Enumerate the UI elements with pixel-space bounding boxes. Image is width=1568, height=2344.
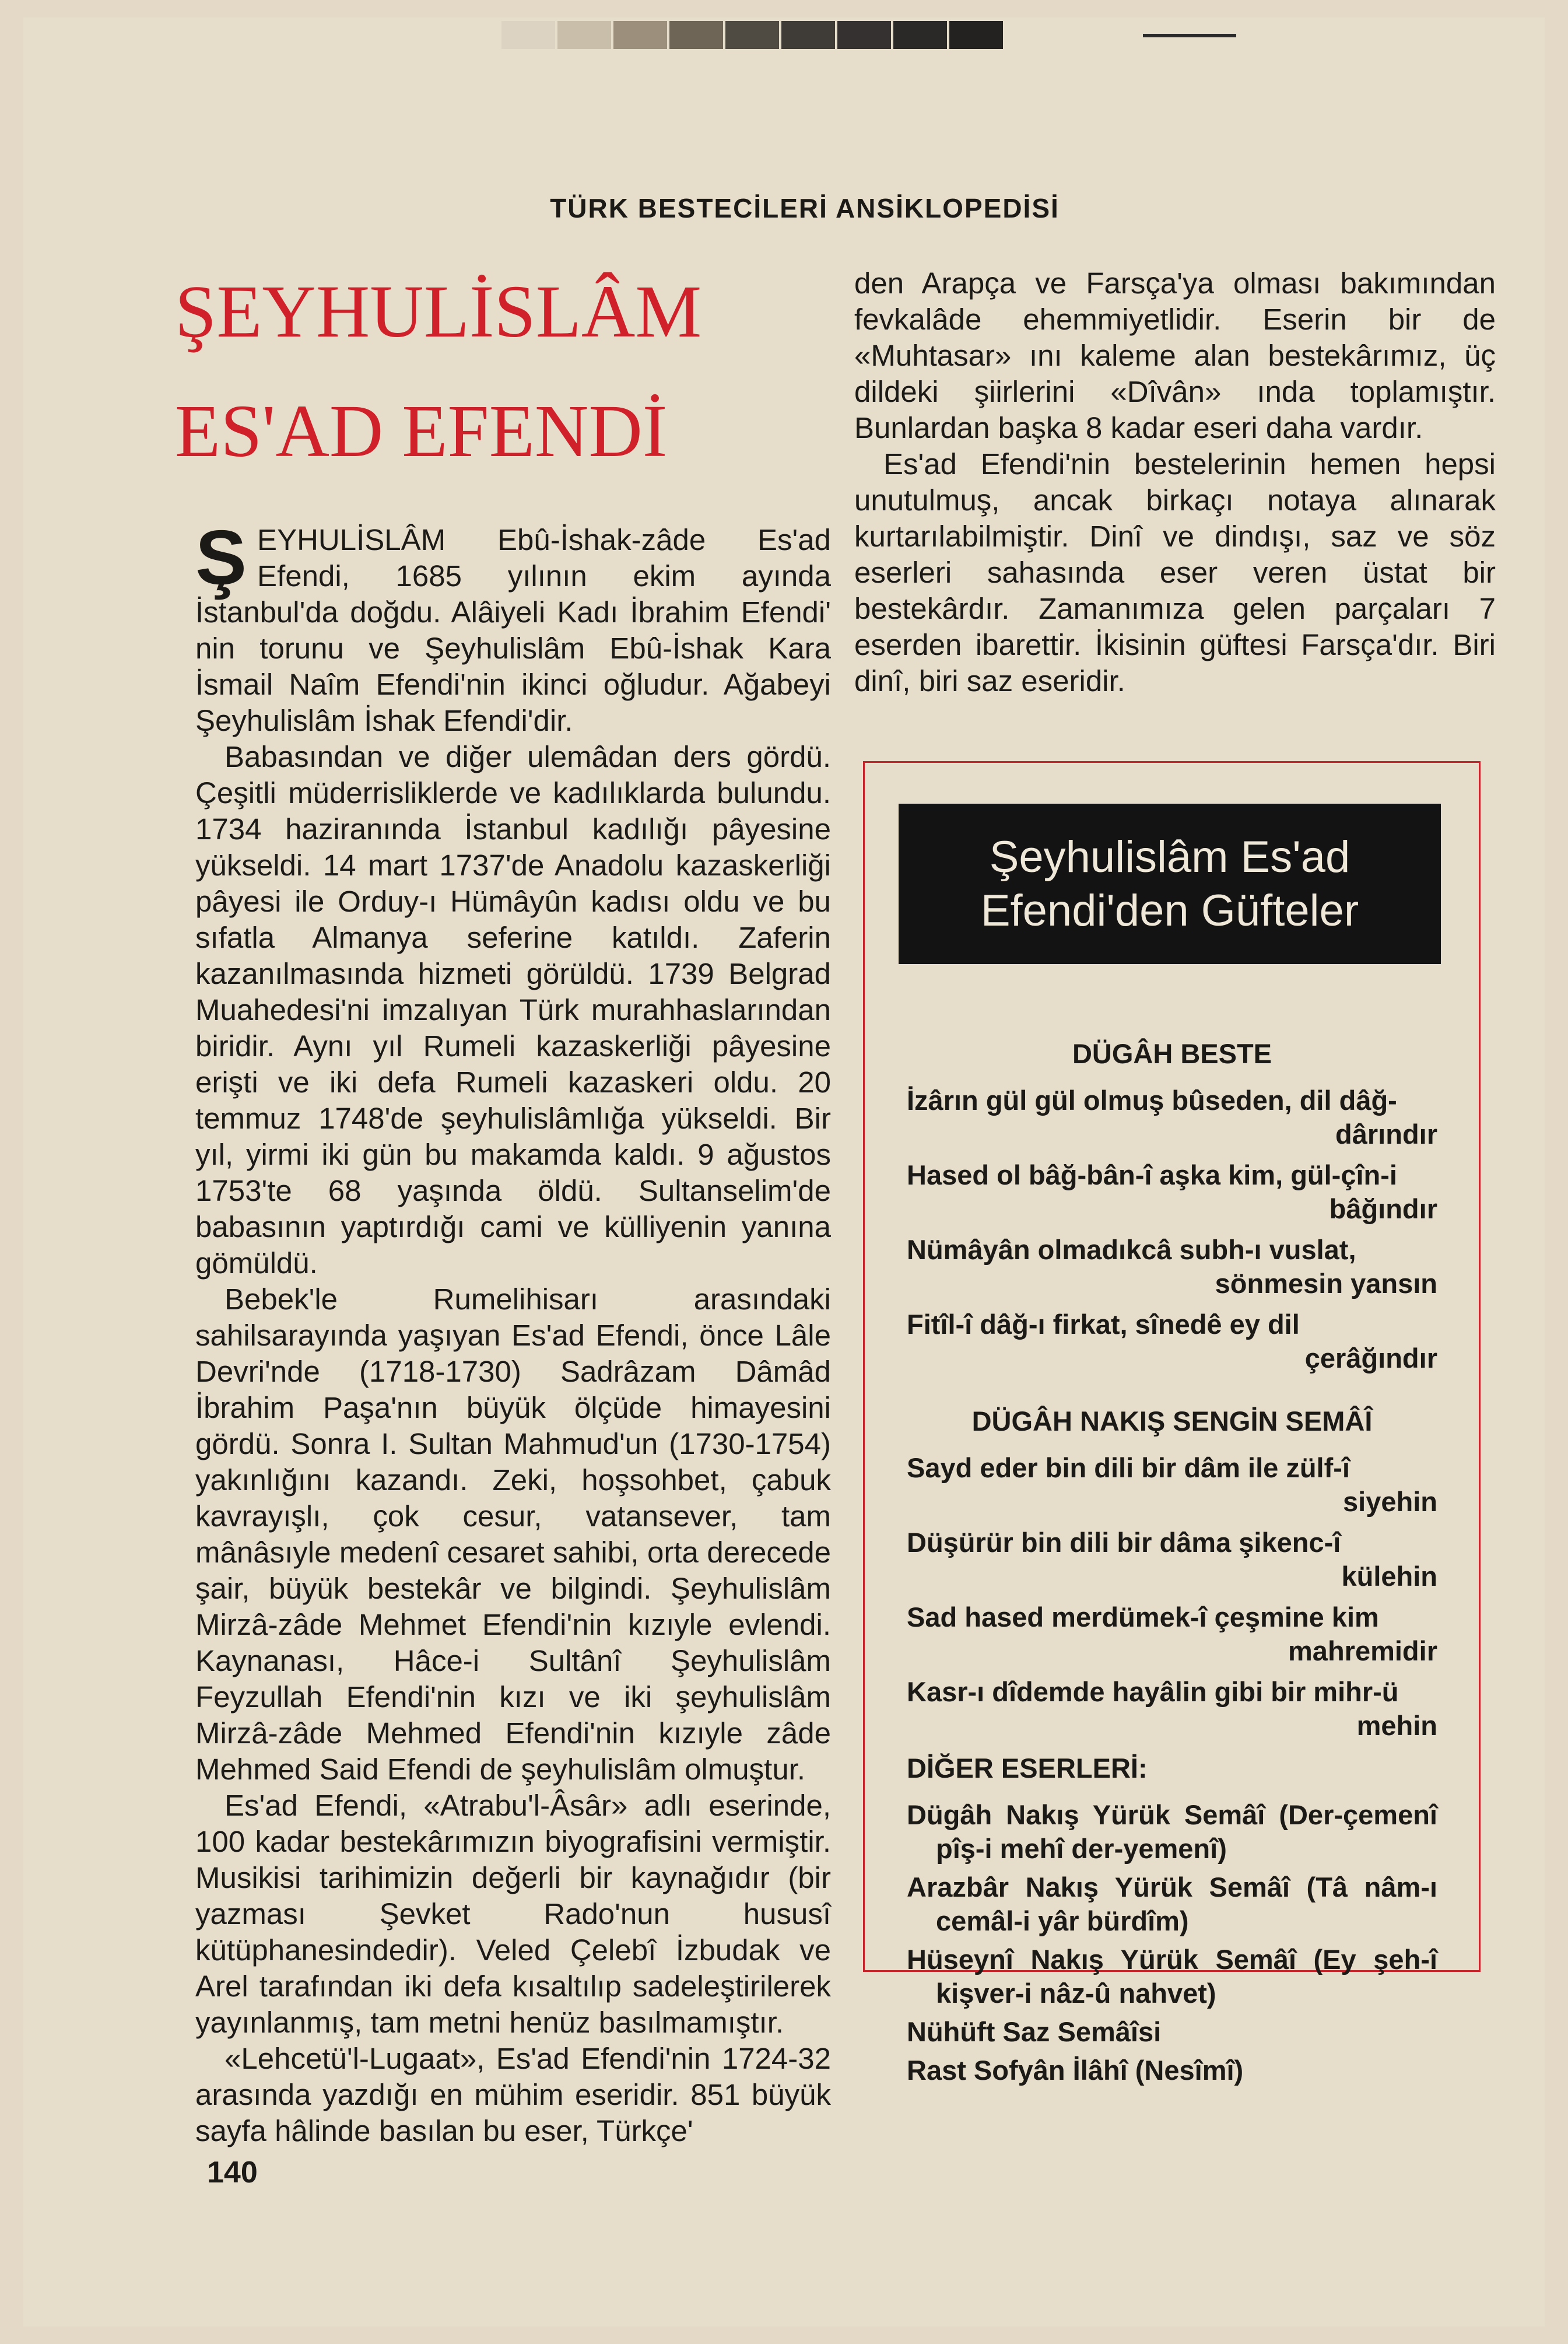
lyrics-box xyxy=(863,761,1481,2086)
work-item: Dügâh Nakış Yürük Semâî (Der-çemenî pîş-i mehî der-yemenî) xyxy=(907,1799,1437,1864)
color-calibration-strip xyxy=(501,21,1003,49)
verse-line: Düşürür bin dili bir dâma şikenc-î külehin xyxy=(907,1527,1437,1592)
running-header: TÜRK BESTECİLERİ ANSİKLOPEDİSİ xyxy=(550,193,1060,223)
strip-swatch xyxy=(669,21,723,49)
verse-line: Nümâyân olmadıkcâ subh-ı vuslat, sönmesin yansın xyxy=(907,1234,1437,1299)
right-column xyxy=(854,265,1496,699)
article-title-line-2: ES'AD EFENDİ xyxy=(175,390,668,472)
paragraph: «Lehcetü'l-Lugaat», Es'ad Efendi'nin 1724-32 arasında yazdığı en mühim eseridir. 851 büyük sayfa hâlinde basılan bu eser, Türkçe' xyxy=(195,2042,831,2147)
paragraph: Es'ad Efendi'nin bestelerinin hemen hepsi unutulmuş, ancak birkaçı notaya alınarak kurtarılabilmiştir. Dinî ve dindışı, saz ve söz eserleri sahasında eser veren üstat bir bestekârdır. Zamanımıza gelen parçaları 7 eserden ibarettir. İkisinin güftesi Farsça'dır. Biri dinî, biri saz eseridir. xyxy=(854,447,1496,698)
verse-line: Sad hased merdümek-î çeşmine kim mahremidir xyxy=(907,1602,1437,1666)
left-column xyxy=(195,514,831,2149)
paragraph: Bebek'le Rumelihisarı arasındaki sahilsarayında yaşıyan Es'ad Efendi, önce Lâle Devri'nde (1718-1730) Sadrâzam Dâmâd İbrahim Paşa'nın büyük ölçüde himayesini gördü. Sonra I. Sultan Mahmud'un (1730-1754) yakınlığını kazandı. Zeki, hoşsohbet, çabuk kavrayışlı, çok cesur, vatansever, tam mânâsıyle medenî cesaret sahibi, orta derecede şair, büyük bestekâr ve bilgindi. Şeyhulislâm Mirzâ-zâde Mehmet Efendi'nin kızıyle evlendi. Kaynanası, Hâce-i Sultânî Şeyhulislâm Feyzullah Efendi'nin kızı ve iki şeyhulislâm Mirzâ-zâde Mehmed Efendi'nin kızıyle zâde Mehmed Said Efendi de şeyhulislâm olmuştur. xyxy=(195,1283,831,1786)
strip-swatch xyxy=(837,21,891,49)
paragraph: Es'ad Efendi, «Atrabu'l-Âsâr» adlı eserinde, 100 kadar bestekârımızın biyografisini vermiştir. Musikisi tarihimizin değerli bir kaynağıdır (bir yazması Şevket Rado'nun hususî kütüphanesindedir). Veled Çelebî İzbudak ve Arel tarafından iki defa kısaltılıp sadeleştirilerek yayınlanmış, tam metni henüz basılmamıştır. xyxy=(195,1789,831,2039)
work-item: Hüseynî Nakış Yürük Semâî (Ey şeh-î kişver-i nâz-û nahvet) xyxy=(907,1944,1437,2009)
strip-swatch xyxy=(613,21,667,49)
section-heading: DÜGÂH BESTE xyxy=(1072,1038,1272,1069)
drop-cap: Ş xyxy=(195,514,247,600)
header-rule xyxy=(1143,34,1236,37)
paragraph: den Arapça ve Farsça'ya olması bakımından fevkalâde ehemmiyetlidir. Eserin bir de «Muhtasar» ını kaleme alan bestekârımız, üç dildeki şiirlerini «Dîvân» ında toplamıştır. Bunlardan başka 8 kadar eseri daha vardır. xyxy=(854,267,1496,444)
work-item: Nühüft Saz Semâîsi xyxy=(907,2016,1162,2047)
paragraph: Babasından ve diğer ulemâdan ders gördü. Çeşitli müderrisliklerde ve kadılıklarda bulundu. 1734 haziranında İstanbul kadılığı pâyesine yükseldi. 14 mart 1737'de Anadolu kazaskerliği pâyesi ile Orduy-ı Hümâyûn kadısı oldu ve bu sıfatla Almanya seferine katıldı. Zaferin kazanılmasında hizmeti görüldü. 1739 Belgrad Muahedesi'ni imzalıyan Türk murahhaslarından biridir. Aynı yıl Rumeli kazaskerliği pâyesine erişti ve iki defa Rumeli kazaskeri oldu. 20 temmuz 1748'de şeyhulislâmlığa yükseldi. Bir yıl, yirmi iki gün bu makamda kaldı. 9 ağustos 1753'te 68 yaşında öldü. Sultanselim'de babasının yaptırdığı cami ve külliyenin yanına gömüldü. xyxy=(195,740,831,1280)
other-works-section xyxy=(907,1751,1437,2092)
strip-swatch xyxy=(557,21,611,49)
verse-line: Sayd eder bin dili bir dâm ile zülf-î siyehin xyxy=(907,1452,1437,1517)
work-item: Rast Sofyân İlâhî (Nesîmî) xyxy=(907,2055,1244,2086)
verse-line: Hased ol bâğ-bân-î aşka kim, gül-çîn-i bâğındır xyxy=(907,1159,1437,1224)
strip-swatch xyxy=(893,21,947,49)
box-title-line-1: Şeyhulislâm Es'ad xyxy=(989,832,1350,882)
paragraph: ŞEYHULİSLÂM Ebû-İshak-zâde Es'ad Efendi, 1685 yılının ekim ayında İstanbul'da doğdu. Alâiyeli Kadı İbrahim Efendi' nin torunu ve Şeyhulislâm Ebû-İshak Kara İsmail Naîm Efendi'nin ikinci oğludur. Ağabeyi Şeyhulislâm İshak Efendi'dir. xyxy=(195,514,831,737)
section-heading: DÜGÂH NAKIŞ SENGİN SEMÂÎ xyxy=(971,1406,1373,1436)
work-item: Arazbâr Nakış Yürük Semâî (Tâ nâm-ı cemâl-i yâr bürdîm) xyxy=(907,1872,1437,1936)
article-title-line-1: ŞEYHULİSLÂM xyxy=(175,270,702,353)
verse-line: İzârın gül gül olmuş bûseden, dil dâğ- dârındır xyxy=(907,1085,1437,1150)
poem-section-dugah-nakis xyxy=(907,1404,1437,1750)
verse-line: Kasr-ı dîdemde hayâlin gibi bir mihr-ü mehin xyxy=(907,1676,1437,1741)
section-heading: DİĞER ESERLERİ: xyxy=(907,1753,1148,1784)
strip-swatch xyxy=(781,21,835,49)
verse-line: Fitîl-î dâğ-ı firkat, sînedê ey dil çerâğındır xyxy=(907,1309,1437,1374)
page-number: 140 xyxy=(207,2156,258,2189)
box-title-line-2: Efendi'den Güfteler xyxy=(980,885,1359,936)
box-title xyxy=(899,804,1441,964)
strip-swatch xyxy=(501,21,555,49)
strip-swatch xyxy=(949,21,1003,49)
poem-section-dugah-beste xyxy=(907,1037,1437,1382)
strip-swatch xyxy=(725,21,779,49)
